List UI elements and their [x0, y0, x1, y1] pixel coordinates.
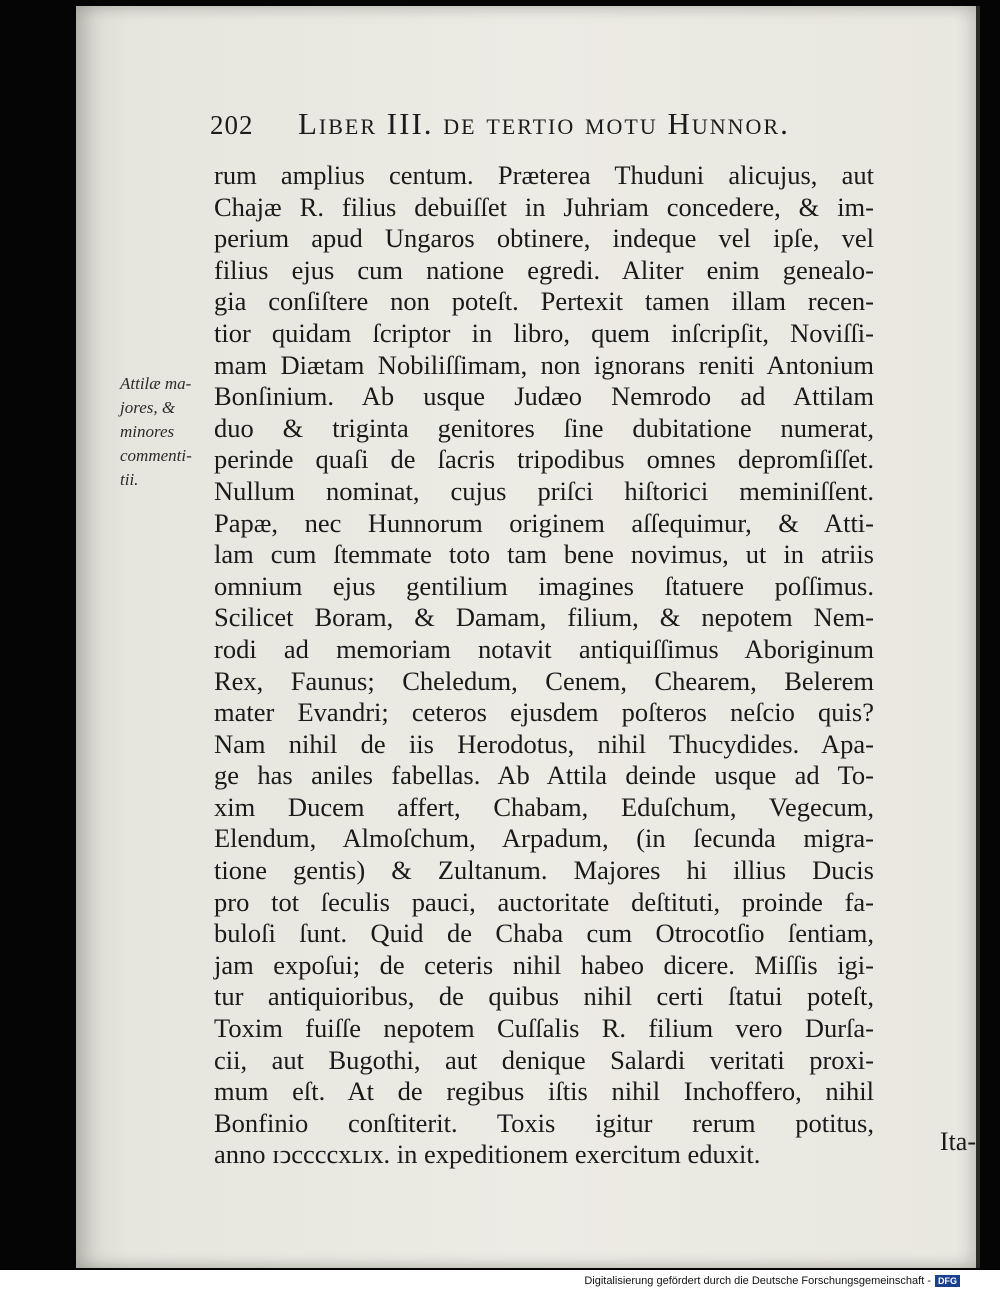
text-line: Bonfinio conſtiterit. Toxis igitur rerum potitus,	[214, 1107, 874, 1138]
text-line: Nam nihil de iis Herodotus, nihil Thucydides. Apa-	[214, 728, 874, 759]
text-line: perinde quaſi de ſacris tripodibus omnes depromſiſſet.	[214, 444, 874, 475]
page-edge	[976, 6, 980, 1268]
catchword: Ita-	[939, 1127, 976, 1156]
text-line: Nullum nominat, cujus priſci hiſtorici meminiſſent.	[214, 475, 874, 506]
text-line: Papæ, nec Hunnorum originem aſſequimur, & Atti-	[214, 507, 874, 538]
text-line: Chajæ R. filius debuiſſet in Juhriam concedere, & im-	[214, 191, 874, 222]
text-line: Rex, Faunus; Cheledum, Cenem, Chearem, Belerem	[214, 665, 874, 696]
text-line: lam cum ſtemmate toto tam bene novimus, ut in atriis	[214, 539, 874, 570]
marginal-note	[120, 372, 210, 492]
marginal-note-line: jores, &	[120, 398, 176, 417]
text-line: Bonſinium. Ab usque Judæo Nemrodo ad Attilam	[214, 381, 874, 412]
text-line: tur antiquioribus, de quibus nihil certi ſtatui poteſt,	[214, 981, 874, 1012]
body-text	[214, 160, 874, 1171]
text-line: duo & triginta genitores ſine dubitatione numerat,	[214, 412, 874, 443]
page-number: 202	[210, 110, 254, 140]
running-head-title: Liber III. de tertio motu Hunnor.	[298, 106, 790, 141]
running-head	[210, 104, 900, 148]
text-line: ge has aniles fabellas. Ab Attila deinde usque ad To-	[214, 760, 874, 791]
text-line: Toxim fuiſſe nepotem Cuſſalis R. filium vero Durſa-	[214, 1013, 874, 1044]
text-line: filius ejus cum natione egredi. Aliter enim genealo-	[214, 254, 874, 285]
digitization-credit	[584, 1274, 960, 1288]
text-line: rum amplius centum. Præterea Thuduni alicujus, aut	[214, 160, 874, 190]
text-line: buloſi ſunt. Quid de Chaba cum Otrocotſio ſentiam,	[214, 918, 874, 949]
text-line: gia conſiſtere non poteſt. Pertexit tamen illam recen-	[214, 286, 874, 317]
dfg-logo: DFG	[935, 1275, 960, 1287]
text-line: xim Ducem affert, Chabam, Eduſchum, Vegecum,	[214, 791, 874, 822]
text-line: mum eſt. At de regibus iſtis nihil Inchoffero, nihil	[214, 1076, 874, 1107]
text-line: Scilicet Boram, & Damam, filium, & nepotem Nem-	[214, 602, 874, 633]
marginal-note-line: tii.	[120, 470, 139, 489]
text-line: cii, aut Bugothi, aut denique Salardi veritati proxi-	[214, 1044, 874, 1075]
marginal-note-line: minores	[120, 422, 175, 441]
text-line: jam expoſui; de ceteris nihil habeo dicere. Miſſis igi-	[214, 949, 874, 980]
text-line: Elendum, Almoſchum, Arpadum, (in ſecunda migra-	[214, 823, 874, 854]
text-line: mater Evandri; ceteros ejusdem poſteros neſcio quis?	[214, 697, 874, 728]
text-line: tior quidam ſcriptor in libro, quem inſcripſit, Noviſſi-	[214, 317, 874, 348]
text-line: omnium ejus gentilium imagines ſtatuere poſſimus.	[214, 570, 874, 601]
text-line: mam Diætam Nobiliſſimam, non ignorans reniti Antonium	[214, 349, 874, 380]
text-line: pro tot ſeculis pauci, auctoritate deſtituti, proinde fa-	[214, 886, 874, 917]
text-line: rodi ad memoriam notavit antiquiſſimus Aboriginum	[214, 633, 874, 664]
marginal-note-line: Attilæ ma-	[120, 374, 192, 393]
text-line: perium apud Ungaros obtinere, indeque vel ipſe, vel	[214, 223, 874, 254]
text-line: anno ɪↄccccxʟɪx. in expeditionem exercitum eduxit.	[214, 1139, 761, 1170]
marginal-note-line: commenti-	[120, 446, 192, 465]
credit-text: Digitalisierung gefördert durch die Deutsche Forschungsgemeinschaft -	[584, 1275, 931, 1287]
text-line: tione gentis) & Zultanum. Majores hi illius Ducis	[214, 855, 874, 886]
